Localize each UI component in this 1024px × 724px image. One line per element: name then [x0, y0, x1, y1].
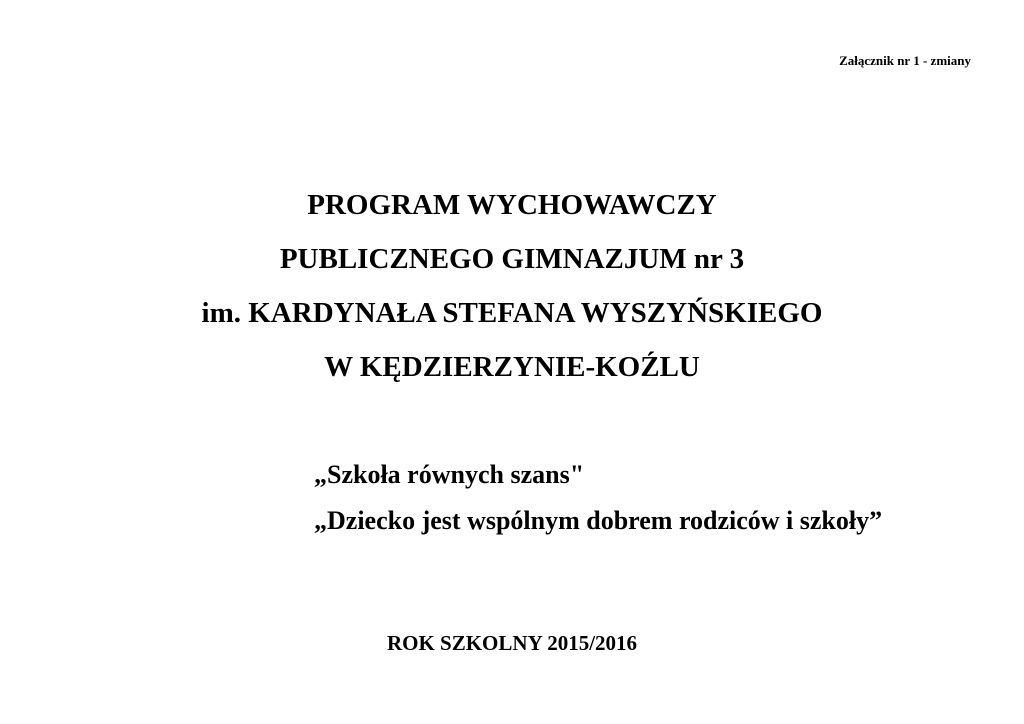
mottos: [314, 452, 882, 544]
annex-label: Załącznik nr 1 - zmiany: [839, 53, 971, 68]
school-year: ROK SZKOLNY 2015/2016: [386, 631, 638, 655]
document-title: [0, 178, 1024, 394]
motto-common-good: „Dziecko jest wspólnym dobrem rodziców i szkoły”: [314, 506, 883, 535]
title-line-city: W KĘDZIERZYNIE-KOŹLU: [324, 351, 700, 383]
title-line-program: PROGRAM WYCHOWAWCZY: [307, 189, 717, 221]
title-line-school: PUBLICZNEGO GIMNAZJUM nr 3: [279, 243, 745, 275]
motto-equal-chances: „Szkoła równych szans": [314, 460, 585, 489]
title-line-patron: im. KARDYNAŁA STEFANA WYSZYŃSKIEGO: [201, 297, 823, 329]
